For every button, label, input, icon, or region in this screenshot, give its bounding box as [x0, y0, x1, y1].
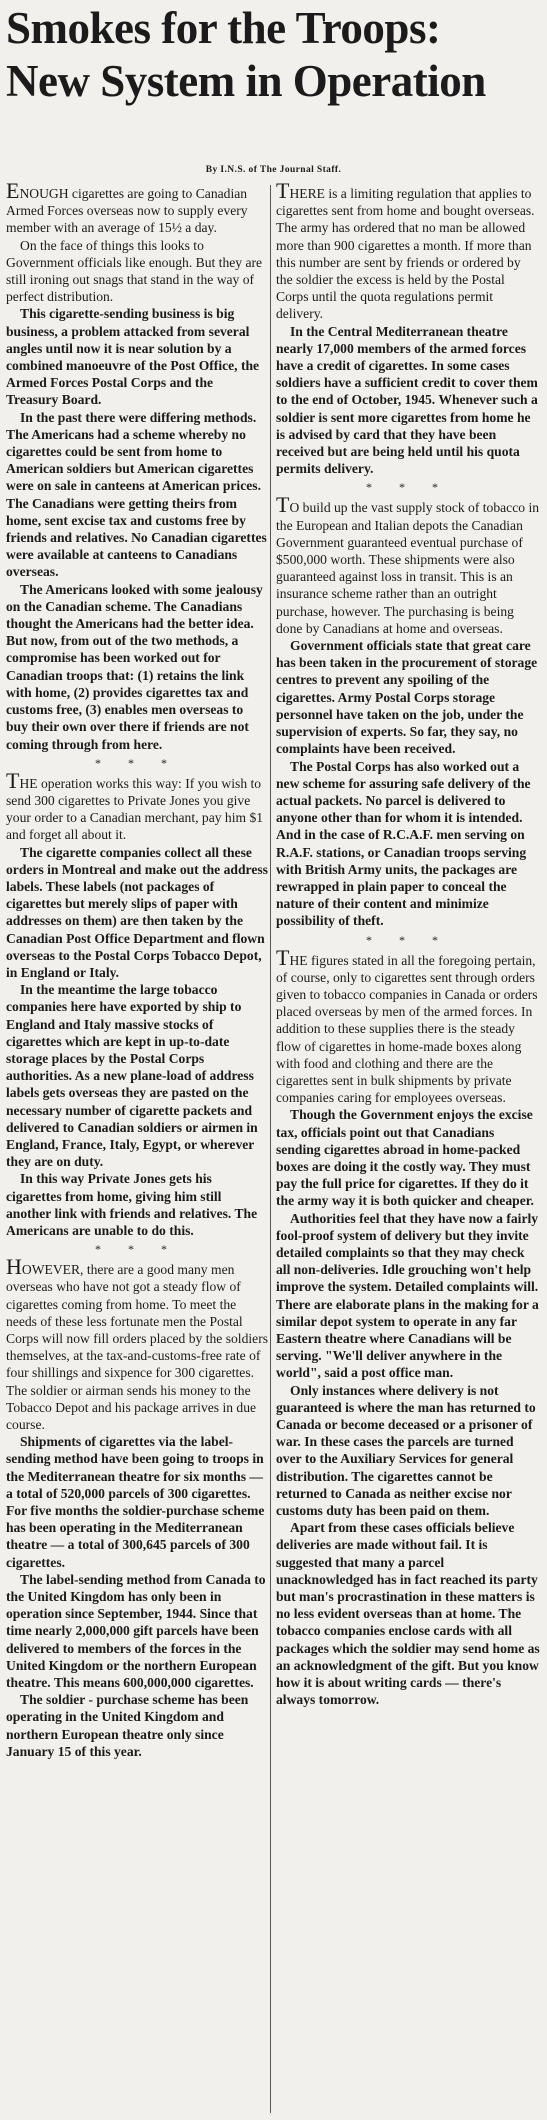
column-divider: [270, 185, 271, 2113]
article-paragraph: [276, 944, 540, 1107]
headline: [6, 2, 542, 108]
article-paragraph: [6, 1691, 268, 1760]
article-paragraph: [276, 492, 540, 637]
article-paragraph: [6, 1571, 268, 1691]
article-paragraph: [6, 581, 268, 753]
article-paragraph: [276, 1106, 540, 1209]
article-paragraph: [6, 1433, 268, 1571]
article-paragraph: [6, 409, 268, 581]
article-paragraph: [6, 1254, 269, 1433]
headline-line-2: New System in Operation: [6, 56, 486, 106]
paragraph-text: The label-sending method from Canada to the United Kingdom has only been in operation since September, 1944. Since that time nearly 2,000,000 gift parcels have been delivered to members of the forces in the United Kingdom or the northern European theatre. This means 600,000,000 cigarettes.: [6, 1571, 266, 1691]
article-paragraph: [6, 767, 268, 844]
drop-cap: T: [6, 767, 20, 793]
paragraph-text: In the Central Mediterranean theatre nearly 17,000 members of the armed forces have a credit of cigarettes. In some cases soldiers have a sufficient credit to cover them to the end of October, 1945. Whenever such a soldier is sent more cigarettes from home he is advised by card that they have been received but are being held until his quota permits delivery.: [276, 323, 538, 477]
article-paragraph: [276, 1210, 540, 1382]
paragraph-text: Authorities feel that they have now a fairly fool-proof system of delivery but they invite detailed complaints so that they may check all non-deliveries. Idle grouching won't help improve the system. Detailed complaints will. There are elaborate plans in the making for a similar depot system to operate in any far Eastern theatre where Canadians will be serving. "We'll deliver anywhere in the world", said a post office man.: [276, 1210, 539, 1381]
paragraph-text: Though the Government enjoys the excise tax, officials point out that Canadians sending cigarettes abroad in home-packed boxes are doing it the costly way. They must pay the full price for cigarettes. If they do it the army way it is both quicker and cheaper.: [276, 1107, 534, 1209]
paragraph-text: Shipments of cigarettes via the label-sending method have been going to troops in the Mediterranean theatre for six months — a total of 520,000 parcels of 300 cigarettes. For five months the soldier-purchase scheme has been operating in the Mediterranean theatre — a total of 300,645 parcels of 300 cigarettes.: [6, 1434, 265, 1570]
paragraph-text: The Americans looked with some jealousy on the Canadian scheme. The Canadians thought the Americans had the better idea. But now, from out of the two methods, a compromise has been worked out for Canadian troops that: (1) retains the link with home, (2) provides cigarettes tax and customs free, (3) enables men overseas to buy their own over there if friends are not coming through from here.: [6, 581, 263, 752]
paragraph-text: The Postal Corps has also worked out a new scheme for assuring safe delivery of the actual packets. No parcel is delivered to anyone other than for whom it is intended. And in the case of R.C.A.F. men serving on R.A.F. stations, or Canadian troops serving with British Army units, the packages are rewrapped in plain paper to conceal the nature of their content and minimize possibility of theft.: [276, 758, 531, 929]
paragraph-text: OWEVER, there are a good many men overseas who have not got a steady flow of cigarettes coming from home. To meet the needs of these less fortunate men the Postal Corps will now fill orders placed by the soldiers themselves, at the tax-and-customs-free rate of four shillings and sixpence for 300 cigarettes. The soldier or airman sends his money to the Tobacco Depot and his package arrives in due course.: [6, 1262, 269, 1433]
article-paragraph: [6, 237, 268, 306]
paragraph-text: NOUGH cigarettes are going to Canadian Armed Forces overseas now to supply every member with an average of 15½ a day.: [6, 186, 248, 236]
paragraph-text: HERE is a limiting regulation that applies to cigarettes sent from home and bought overseas. The army has ordered that no man be allowed more than 900 cigarettes a month. If more than this number are sent by friends or ordered by the soldier the excess is held by the Postal Corps until the quota regulations permit delivery.: [276, 186, 535, 322]
byline: By I.N.S. of The Journal Staff.: [205, 165, 342, 175]
paragraph-text: On the face of things this looks to Government officials like enough. But they are still ironing out snags that stand in the way of perfect distribution.: [6, 237, 263, 305]
paragraph-text: The soldier - purchase scheme has been operating in the United Kingdom and northern European theatre only since January 15 of this year.: [6, 1692, 249, 1759]
article-paragraph: [276, 1382, 540, 1520]
drop-cap: T: [276, 944, 290, 970]
article-paragraph: [6, 844, 268, 982]
paragraph-text: In the past there were differing methods. The Americans had a scheme whereby no cigarettes could be sent from home to American soldiers but American cigarettes were on sale in canteens at American prices. The Canadians were getting theirs from home, sent excise tax and customs free by friends and relatives. No Canadian cigarettes were available at canteens to Canadians overseas.: [6, 409, 267, 580]
article-paragraph: [6, 1170, 268, 1239]
paragraph-text: Apart from these cases officials believe deliveries are made without fail. It is suggested that many a parcel unacknowledged has in fact reached its party but man's procrastination in these matters is no less evident overseas than at home. The tobacco companies enclose cards with all packages which the soldier may send home as an acknowledgment of the gift. But you know how it is about writing cards — there's always tomorrow.: [276, 1520, 540, 1708]
article-paragraph: [276, 1519, 540, 1708]
paragraph-text: Only instances where delivery is not guaranteed is where the man has returned to Canada or become deceased or a prisoner of war. In these cases the parcels are turned over to the Auxiliary Services for general distribution. The cigarettes cannot be returned to Canada as neither excise nor customs duty has been paid on them.: [276, 1382, 536, 1519]
article-paragraph: [276, 637, 540, 757]
article-paragraph: [6, 981, 268, 1170]
drop-cap: H: [6, 1254, 22, 1280]
drop-cap: T: [276, 492, 290, 518]
headline-line-1: Smokes for the Troops:: [6, 3, 441, 53]
article-paragraph: [6, 178, 268, 237]
article-paragraph: [276, 323, 540, 478]
article-paragraph: [276, 758, 540, 930]
section-separator: * * *: [95, 755, 179, 770]
paragraph-text: O build up the vast supply stock of tobacco in the European and Italian depots the Canadian Government guaranteed eventual purchase of $500,000 worth. These shipments were also guaranteed against loss in transit. This is an insurance scheme rather than an outright purchase, however. The purchasing is being done by Canadians at home and overseas.: [276, 500, 540, 636]
paragraph-text: In the meantime the large tobacco companies here have exported by ship to England and Italy massive stocks of cigarettes which are kept in up-to-date storage places by the Postal Corps authorities. As a new plane-load of address labels gets overseas they are pasted on the necessary number of cigarette packets and delivered to Canadian soldiers or airmen in England, France, Italy, Egypt, or wherever they are on duty.: [6, 982, 258, 1170]
article-paragraph: [276, 178, 540, 323]
paragraph-text: Government officials state that great care has been taken in the procurement of storage centres to prevent any spoiling of the cigarettes. Army Postal Corps storage personnel have taken on the job, under the supervision of experts. So far, they say, no complaints have been received.: [276, 638, 538, 757]
paragraph-text: In this way Private Jones gets his cigarettes from home, giving him still another link with friends and relatives. The Americans are unable to do this.: [6, 1171, 258, 1238]
paragraph-text: HE operation works this way: If you wish to send 300 cigarettes to Private Jones you give your order to a Canadian merchant, pay him $1 and forget all about it.: [6, 775, 264, 843]
right-column: [276, 178, 540, 1708]
left-column: [6, 178, 269, 1760]
paragraph-text: This cigarette-sending business is big business, a problem attacked from several angles until now it is near solution by a combined manoeuvre of the Post Office, the Armed Forces Postal Corps and the Treasury Board.: [6, 306, 260, 408]
section-separator: * * *: [366, 480, 450, 495]
article-paragraph: [6, 305, 268, 408]
drop-cap: T: [276, 178, 290, 203]
drop-cap: E: [6, 178, 20, 203]
paragraph-text: HE figures stated in all the foregoing pertain, of course, only to cigarettes sent through orders given to tobacco companies in Canada or orders placed overseas by men of the armed forces. In addition to these supplies there is the steady flow of cigarettes in home-made boxes along with food and clothing and there are the cigarettes sent in bulk shipments by private companies caring for employees overseas.: [276, 952, 538, 1106]
paragraph-text: The cigarette companies collect all these orders in Montreal and make out the address labels. These labels (not packages of cigarettes but merely slips of paper with addresses on them) are then taken by the Canadian Post Office Department and flown overseas to the Postal Corps Tobacco Depot, in England or Italy.: [6, 844, 268, 980]
section-separator: * * *: [366, 932, 450, 947]
section-separator: * * *: [95, 1242, 179, 1257]
